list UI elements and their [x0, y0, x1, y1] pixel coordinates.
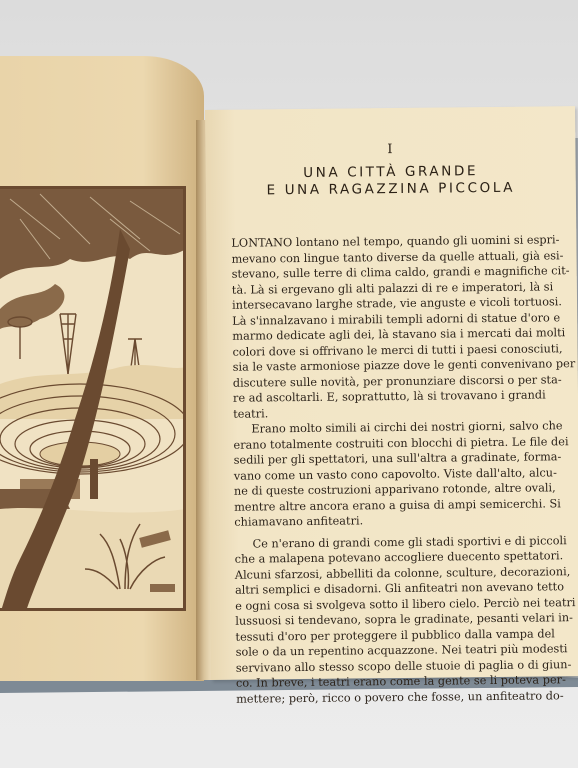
illustration-drawing — [0, 189, 186, 611]
text-line: tessuti d'oro per proteggere il pubblico dalla vampa del — [235, 626, 555, 644]
text-line: co. In breve, i teatri erano come la gente se li poteva per- — [235, 673, 566, 690]
text-line: re ad ascoltarli. E, soprattutto, là si trovavano i grandi — [232, 388, 546, 405]
text-line: chiamavano anfiteatri. — [234, 514, 364, 529]
right-page — [205, 106, 578, 706]
text-line: e ogni cosa si svolgeva sotto il libero cielo. Perciò nei teatri — [235, 595, 576, 613]
text-line: sia le vaste armoniose piazze dove le genti convenivano per — [232, 357, 576, 374]
chapter-number: I — [387, 142, 394, 158]
text-line: lussuosi si tendevano, sopra le gradinate, pesanti velari in- — [235, 611, 574, 628]
text-line: tà. Là si ergevano gli alti palazzi di re e imperatori, là si — [231, 279, 554, 297]
chapter-title-line2: E UNA RAGAZZINA PICCOLA — [266, 179, 516, 199]
text-line: sole o da un repentino acquazzone. Nei teatri più modesti — [235, 642, 568, 659]
text-line: marmo dedicate agli dei, là stavano sia i mercati dai molti — [232, 326, 566, 343]
paragraph-3 — [234, 533, 576, 707]
text-line: altri semplici e disadorni. Gli anfiteatri non avevano tetto — [234, 580, 565, 597]
chapter-body — [231, 232, 576, 706]
text-line: Là s'innalzavano i mirabili templi adorni di statue d'oro e — [232, 310, 561, 328]
amphitheater-illustration — [0, 186, 186, 611]
text-line: teatri. — [233, 406, 269, 421]
text-line: che a malapena potevano accogliere duecento spettatori. — [234, 549, 564, 566]
text-line: mentre altre ancora erano a guisa di ampi semicerchi. Si — [234, 496, 561, 514]
text-line: Erano molto simili ai circhi dei nostri giorni, salvo che — [251, 419, 563, 436]
chapter-title-line1: UNA CITTÀ GRANDE — [303, 163, 479, 181]
text-line: ne di queste costruzioni apparivano rotonde, altre ovali, — [233, 481, 556, 498]
text-line: mettere; però, ricco o povero che fosse, un anfiteatro do- — [236, 688, 564, 706]
text-line: servivano allo stesso scopo delle stuoie di paglia o di giun- — [235, 657, 572, 675]
text-line: sedili per gli spettatori, una sull'altra a gradinate, forma- — [233, 450, 562, 467]
text-line: colori dove si offrivano le merci di tutti i paesi conosciuti, — [232, 341, 563, 359]
text-line: Ce n'erano di grandi come gli stadi sportivi e di piccoli — [252, 533, 567, 551]
text-line: Alcuni sfarzosi, abbelliti da colonne, sculture, decorazioni, — [234, 564, 571, 582]
text-line: LONTANO lontano nel tempo, quando gli uomini si espri- — [231, 233, 560, 250]
paragraph-2 — [233, 418, 569, 530]
text-line: erano totalmente costruiti con blocchi di pietra. Le file dei — [233, 434, 569, 452]
paragraph-1 — [231, 232, 576, 421]
text-line: discutere sulle novità, per pronunziare discorsi o per sta- — [232, 372, 562, 390]
text-line: intersecavano larghe strade, vie anguste e vicoli tortuosi. — [231, 295, 563, 312]
text-line: vano come un vasto cono capovolto. Viste dall'alto, alcu- — [233, 465, 557, 483]
text-line: mevano con lingue tanto diverse da quelle attuali, già esi- — [231, 248, 564, 266]
left-page — [0, 56, 204, 681]
text-line: stevano, sulle terre di clima caldo, grandi e magnifiche cit- — [231, 264, 570, 281]
